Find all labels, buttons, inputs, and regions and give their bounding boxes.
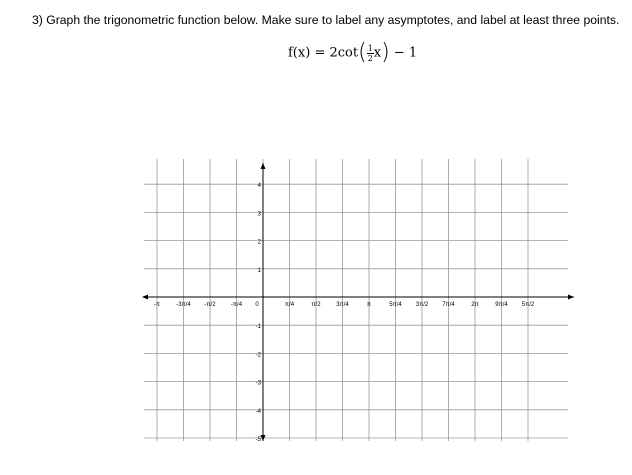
x-tick-label: 3π/4 — [336, 302, 349, 308]
y-tick-label: -5 — [255, 437, 261, 443]
x-tick-label: -π/4 — [230, 302, 243, 308]
formula-close-paren: ) — [381, 40, 390, 65]
y-axis-arrow-up — [261, 163, 266, 169]
x-tick-label: 2π — [471, 302, 479, 308]
formula-fraction-numerator: 1 — [367, 43, 373, 53]
x-tick-label: π/2 — [311, 302, 321, 308]
x-tick-label: 0 — [255, 302, 259, 308]
x-tick-label: π/4 — [284, 302, 295, 308]
x-axis-arrow-right — [568, 295, 574, 300]
y-tick-label: 2 — [257, 239, 261, 246]
x-tick-label: -π/2 — [204, 302, 216, 308]
x-tick-label: 3π/2 — [415, 302, 429, 308]
formula-open-paren: ( — [358, 40, 367, 65]
formula-lhs: f(x) — [288, 45, 311, 61]
x-tick-label: 5π/2 — [521, 302, 535, 308]
x-tick-label: 5π/4 — [389, 302, 402, 308]
formula-constant: 1 — [408, 45, 418, 61]
y-tick-label: 3 — [257, 211, 261, 218]
formula-fraction-denominator: 2 — [367, 53, 373, 63]
y-tick-label: -2 — [255, 352, 261, 359]
formula-function: cot — [337, 45, 359, 61]
y-tick-label: -4 — [255, 408, 261, 415]
formula-equals: = — [314, 45, 326, 61]
x-tick-label: 7π/4 — [442, 302, 455, 308]
x-tick-label: 9π/4 — [495, 302, 508, 308]
y-tick-label: 4 — [257, 183, 261, 190]
x-axis-arrow-left — [142, 295, 148, 300]
x-tick-label: -3π/4 — [176, 302, 191, 308]
formula-coefficient: 2 — [329, 45, 338, 61]
y-tick-label: -3 — [255, 380, 261, 387]
x-tick-label: -π — [153, 302, 161, 308]
formula-variable: x — [373, 45, 382, 61]
y-tick-label: 1 — [257, 267, 261, 274]
question-text: 3) Graph the trigonometric function below. Make sure to label any asymptotes, and label at least three points. — [32, 13, 620, 27]
x-tick-label: π — [366, 302, 372, 308]
formula-minus: − — [393, 45, 405, 61]
y-tick-label: -1 — [255, 324, 261, 331]
